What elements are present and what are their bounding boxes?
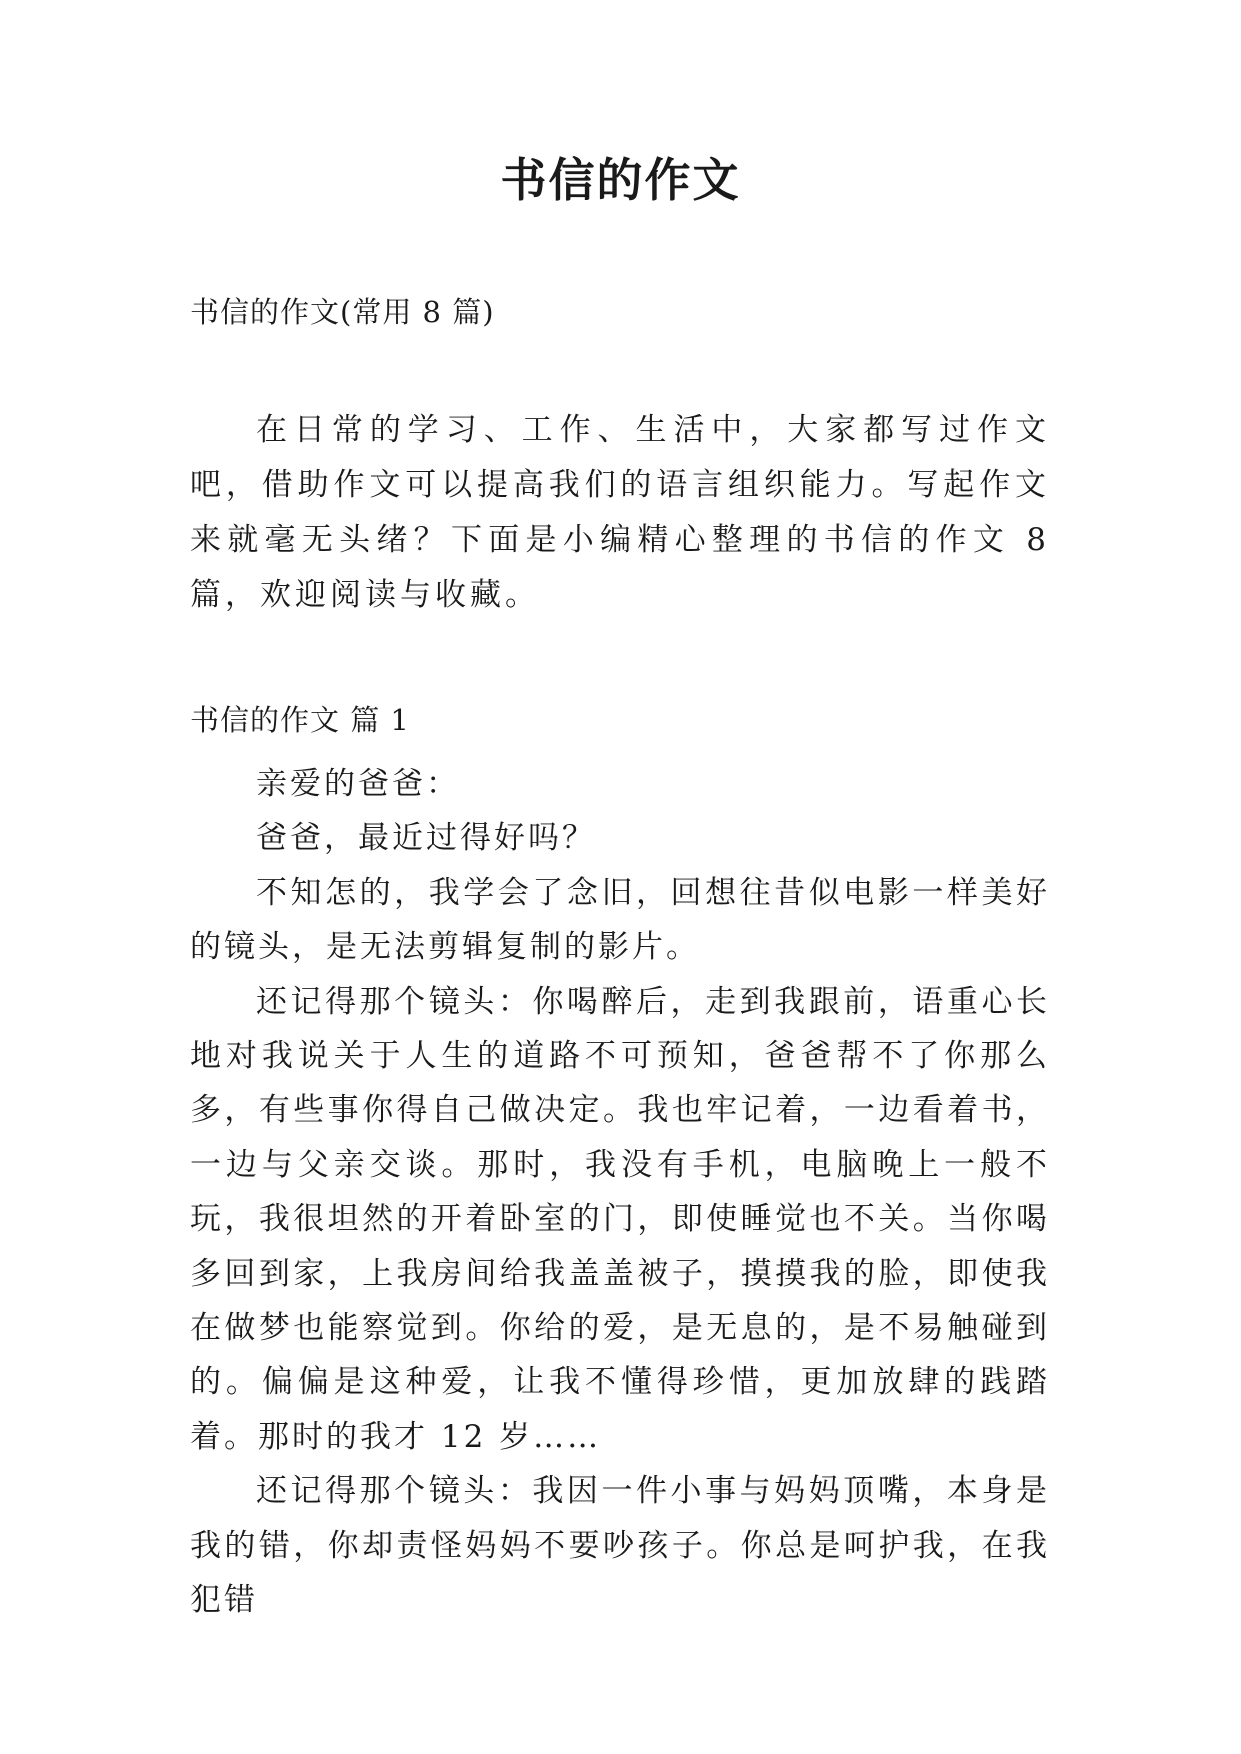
intro-paragraph: 在日常的学习、工作、生活中，大家都写过作文吧，借助作文可以提高我们的语言组织能力。写起作文来就毫无头绪？下面是小编精心整理的书信的作文 8 篇，欢迎阅读与收藏。	[190, 412, 1050, 613]
document-subtitle: 书信的作文(常用 8 篇)	[190, 295, 495, 329]
letter-paragraph: 还记得那个镜头：我因一件小事与妈妈顶嘴，本身是我的错，你却责怪妈妈不要吵孩子。你总是呵护我，在我犯错	[190, 1473, 1050, 1619]
letter-paragraph: 不知怎的，我学会了念旧，回想往昔似电影一样美好的镜头，是无法剪辑复制的影片。	[190, 874, 1050, 966]
section-heading: 书信的作文 篇 1	[190, 703, 410, 737]
letter-salutation: 亲爱的爸爸：	[256, 766, 460, 802]
letter-paragraph: 还记得那个镜头：你喝醉后，走到我跟前，语重心长地对我说关于人生的道路不可预知，爸爸帮不了你那么多，有些事你得自己做决定。我也牢记着，一边看着书，一边与父亲交谈。那时，我没有手机，电脑晚上一般不玩，我很坦然的开着卧室的门，即使睡觉也不关。当你喝多回到家，上我房间给我盖盖被子，摸摸我的脸，即使我在做梦也能察觉到。你给的爱，是无息的，是不易触碰到的。偏偏是这种爱，让我不懂得珍惜，更加放肆的践踏着。那时的我才 12 岁……	[190, 983, 1050, 1455]
letter-paragraph: 爸爸，最近过得好吗？	[256, 820, 596, 857]
document-title: 书信的作文	[500, 153, 741, 207]
letter-body	[190, 757, 1050, 1628]
